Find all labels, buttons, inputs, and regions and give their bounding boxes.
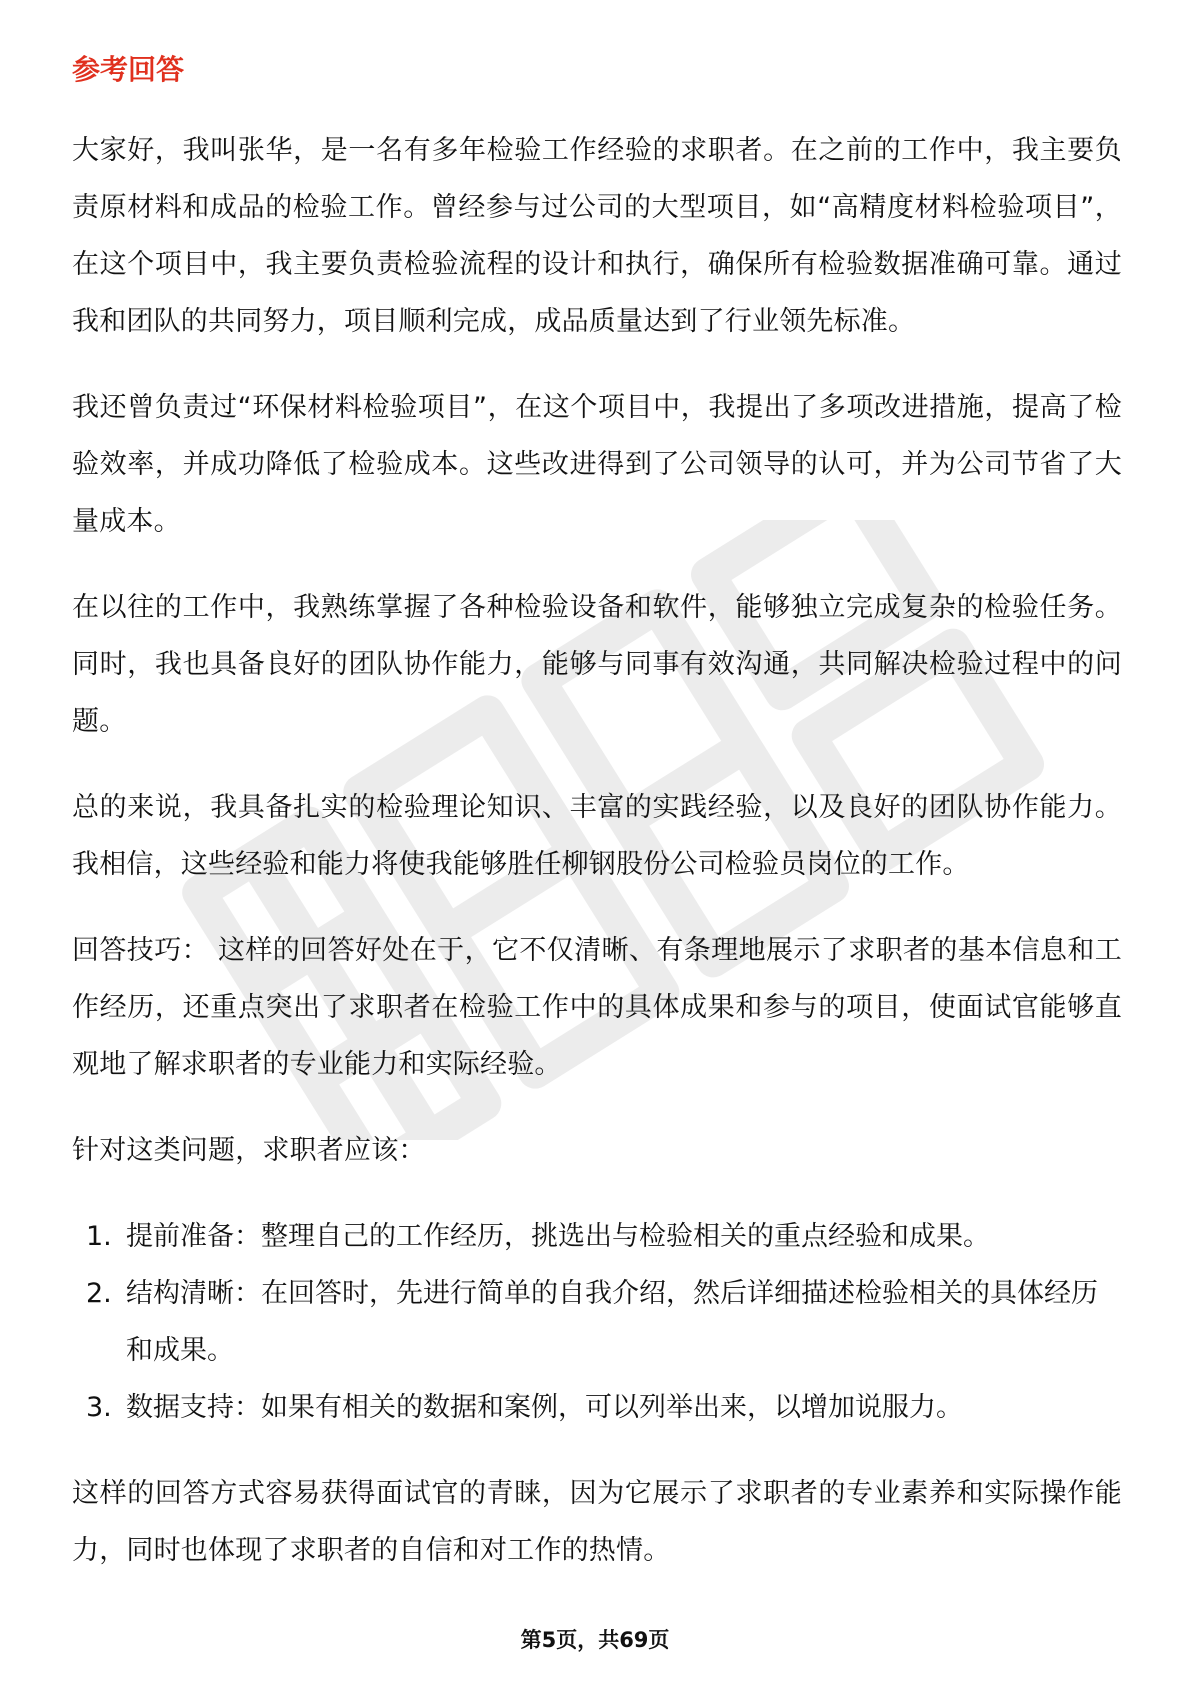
section-heading: 参考回答 — [72, 53, 185, 86]
paragraph: 在以往的工作中，我熟练掌握了各种检验设备和软件，能够独立完成复杂的检验任务。同时，我也具备良好的团队协作能力，能够与同事有效沟通，共同解决检验过程中的问题。 — [72, 592, 1122, 737]
list-number: 3. — [86, 1392, 112, 1423]
paragraph: 总的来说，我具备扎实的检验理论知识、丰富的实践经验，以及良好的团队协作能力。我相信，这些经验和能力将使我能够胜任柳钢股份公司检验员岗位的工作。 — [72, 792, 1122, 880]
paragraph: 我还曾负责过“环保材料检验项目”，在这个项目中，我提出了多项改进措施，提高了检验效率，并成功降低了检验成本。这些改进得到了公司领导的认可，并为公司节省了大量成本。 — [72, 392, 1122, 537]
paragraph: 针对这类问题，求职者应该： — [72, 1135, 426, 1166]
list-item-text: 数据支持：如果有相关的数据和案例，可以列举出来，以增加说服力。 — [126, 1392, 963, 1423]
page-number-footer: 第5页，共69页 — [520, 1628, 670, 1652]
list-number: 1. — [86, 1221, 112, 1252]
document-page — [72, 50, 1122, 1608]
list-item — [72, 1208, 1122, 1265]
closing-paragraph: 这样的回答方式容易获得面试官的青睐，因为它展示了求职者的专业素养和实际操作能力，同时也体现了求职者的自信和对工作的热情。 — [72, 1478, 1122, 1566]
list-item-text: 结构清晰：在回答时，先进行简单的自我介绍，然后详细描述检验相关的具体经历和成果。 — [126, 1278, 1098, 1366]
list-item — [72, 1265, 1122, 1379]
list-number: 2. — [86, 1278, 112, 1309]
advice-list — [72, 1208, 1122, 1436]
list-item — [72, 1379, 1122, 1436]
list-item-text: 提前准备：整理自己的工作经历，挑选出与检验相关的重点经验和成果。 — [126, 1221, 990, 1252]
answer-tips-paragraph: 回答技巧： 这样的回答好处在于，它不仅清晰、有条理地展示了求职者的基本信息和工作经历，还重点突出了求职者在检验工作中的具体成果和参与的项目，使面试官能够直观地了解求职者的专业能力和实际经验。 — [72, 935, 1122, 1080]
paragraph: 大家好，我叫张华，是一名有多年检验工作经验的求职者。在之前的工作中，我主要负责原材料和成品的检验工作。曾经参与过公司的大型项目，如“高精度材料检验项目”，在这个项目中，我主要负责检验流程的设计和执行，确保所有检验数据准确可靠。通过我和团队的共同努力，项目顺利完成，成品质量达到了行业领先标准。 — [72, 135, 1122, 337]
